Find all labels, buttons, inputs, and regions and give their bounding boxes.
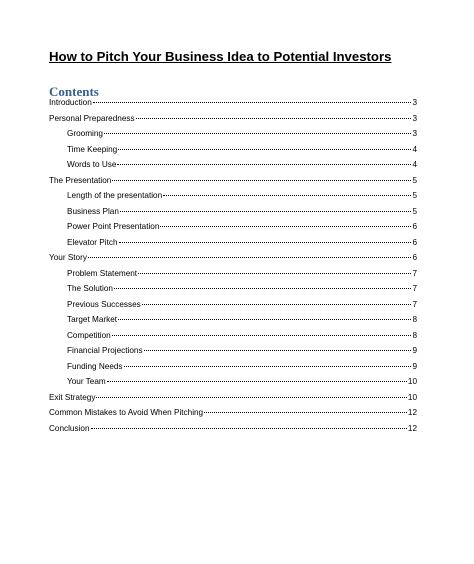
toc-leader: [124, 366, 412, 367]
toc-leader: [104, 133, 411, 134]
toc-entry-label: Financial Projections: [67, 346, 143, 355]
toc-entry-label: Elevator Pitch: [67, 237, 118, 247]
toc-entry[interactable]: [67, 128, 417, 140]
toc-entry[interactable]: [49, 252, 417, 264]
toc-entry[interactable]: [67, 314, 417, 326]
toc-leader: [138, 273, 411, 274]
toc-leader: [107, 381, 407, 382]
toc-leader: [118, 149, 411, 150]
toc-leader: [163, 195, 411, 196]
toc-leader: [114, 288, 411, 289]
toc-entry-page: 7: [412, 268, 417, 278]
toc-entry-label: Problem Statement: [67, 268, 138, 278]
toc-entry[interactable]: [67, 361, 417, 373]
toc-entry-page: 3: [412, 129, 417, 138]
toc-entry-page: 8: [412, 330, 417, 340]
toc-entry-page: 3: [412, 113, 417, 123]
toc-entry-page: 5: [412, 191, 417, 200]
toc-leader: [112, 180, 411, 181]
toc-entry[interactable]: [67, 190, 417, 202]
toc-entry[interactable]: [67, 345, 417, 357]
toc-entry-page: 6: [412, 237, 417, 247]
toc-entry-label: Power Point Presentation: [67, 222, 160, 231]
toc-entry-label: Previous Successes: [67, 299, 141, 309]
toc-entry-label: Personal Preparedness: [49, 113, 135, 123]
toc-entry-label: Your Story: [49, 253, 87, 262]
toc-leader: [117, 164, 411, 165]
toc-entry-page: 7: [412, 299, 417, 309]
toc-entry-page: 10: [407, 377, 417, 386]
toc-entry-label: Common Mistakes to Avoid When Pitching: [49, 408, 204, 417]
toc-leader: [91, 428, 407, 429]
toc-entry-page: 9: [412, 346, 417, 355]
toc-entry-label: Words to Use: [67, 160, 117, 169]
toc-entry[interactable]: [67, 376, 417, 388]
toc-entry-label: The Presentation: [49, 175, 112, 185]
toc-entry-label: Exit Strategy: [49, 392, 96, 402]
toc-entry[interactable]: [67, 144, 417, 156]
toc-entry-page: 6: [412, 222, 417, 231]
toc-leader: [93, 102, 412, 103]
toc-entry[interactable]: [67, 206, 417, 218]
toc-entry-page: 5: [412, 175, 417, 185]
toc-leader: [119, 242, 412, 243]
toc-entry[interactable]: [49, 113, 417, 125]
toc-entry[interactable]: [67, 237, 417, 249]
toc-entry-page: 6: [412, 253, 417, 262]
toc-leader: [136, 118, 412, 119]
toc-entry-label: Time Keeping: [67, 144, 118, 154]
toc-entry-page: 4: [412, 144, 417, 154]
toc-entry-label: Grooming: [67, 129, 103, 138]
toc-leader: [118, 319, 411, 320]
toc-entry-label: Competition: [67, 330, 111, 340]
toc-entry-page: 10: [407, 392, 417, 402]
toc-entry-label: Funding Needs: [67, 361, 123, 371]
toc-entry[interactable]: [49, 97, 417, 109]
toc-entry-page: 3: [412, 98, 417, 107]
toc-entry[interactable]: [67, 268, 417, 280]
toc-entry[interactable]: [49, 423, 417, 435]
toc-entry[interactable]: [67, 330, 417, 342]
toc-entry-page: 8: [412, 315, 417, 324]
toc-entry-page: 7: [412, 284, 417, 293]
toc-entry[interactable]: [49, 175, 417, 187]
toc-leader: [96, 397, 406, 398]
toc-entry-page: 9: [412, 361, 417, 371]
toc-entry-label: Your Team: [67, 377, 106, 386]
toc-leader: [142, 304, 412, 305]
toc-entry[interactable]: [49, 392, 417, 404]
document-title: How to Pitch Your Business Idea to Potential Investors: [49, 49, 392, 64]
toc-entry[interactable]: [67, 159, 417, 171]
toc-entry-page: 12: [407, 423, 417, 433]
toc-leader: [120, 211, 412, 212]
toc-leader: [144, 350, 412, 351]
toc-entry-page: 12: [407, 408, 417, 417]
toc-entry-label: The Solution: [67, 284, 113, 293]
toc-entry-label: Target Market: [67, 315, 118, 324]
toc-leader: [112, 335, 412, 336]
toc-entry[interactable]: [67, 299, 417, 311]
toc-entry-page: 4: [412, 160, 417, 169]
toc-entry-page: 5: [412, 206, 417, 216]
toc-entry-label: Conclusion: [49, 423, 90, 433]
toc-entry-label: Business Plan: [67, 206, 119, 216]
toc-entry[interactable]: [67, 221, 417, 233]
contents-heading: Contents: [49, 84, 99, 99]
toc-leader: [204, 412, 407, 413]
toc-leader: [88, 257, 412, 258]
toc-entry-label: Length of the presentation: [67, 191, 163, 200]
toc-entry[interactable]: [67, 283, 417, 295]
toc-leader: [160, 226, 411, 227]
toc-entry[interactable]: [49, 407, 417, 419]
toc-entry-label: Introduction: [49, 98, 92, 107]
